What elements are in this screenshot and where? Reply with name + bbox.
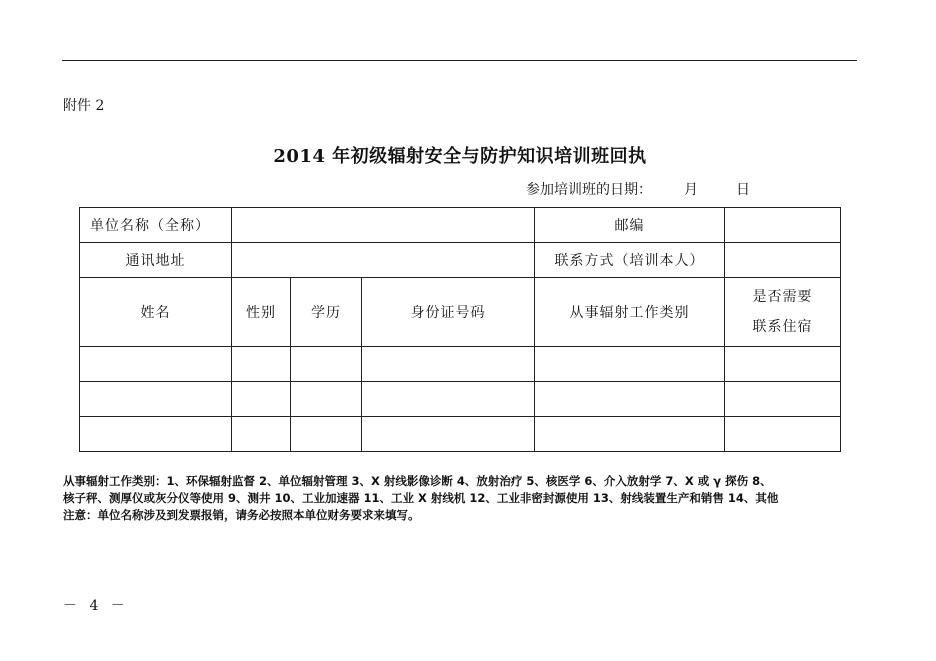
column-header-row	[80, 278, 841, 347]
header-rule	[62, 60, 857, 61]
work-category-header: 从事辐射工作类别	[535, 278, 725, 347]
id-number-header: 身份证号码	[362, 278, 535, 347]
work-category-cell[interactable]	[535, 382, 725, 417]
contact-cell[interactable]	[725, 243, 841, 278]
postcode-cell[interactable]	[725, 208, 841, 243]
id-number-cell[interactable]	[362, 347, 535, 382]
receipt-table	[79, 207, 841, 452]
name-cell[interactable]	[80, 417, 232, 452]
name-cell[interactable]	[80, 382, 232, 417]
gender-header: 性别	[232, 278, 291, 347]
lodging-header-line2: 联系住宿	[752, 319, 813, 335]
table-row	[80, 347, 841, 382]
postcode-label: 邮编	[535, 208, 725, 243]
page-number: － 4 －	[63, 598, 129, 614]
education-cell[interactable]	[291, 347, 362, 382]
id-number-cell[interactable]	[362, 417, 535, 452]
month-label: 月	[684, 182, 698, 198]
day-label: 日	[736, 182, 750, 198]
training-date-line	[526, 180, 750, 200]
education-cell[interactable]	[291, 382, 362, 417]
lodging-cell[interactable]	[725, 417, 841, 452]
education-header: 学历	[291, 278, 362, 347]
unit-name-row	[80, 208, 841, 243]
address-label: 通讯地址	[80, 243, 232, 278]
gender-cell[interactable]	[232, 347, 291, 382]
notes-section	[63, 473, 863, 524]
address-row	[80, 243, 841, 278]
name-cell[interactable]	[80, 347, 232, 382]
contact-label: 联系方式（培训本人）	[535, 243, 725, 278]
work-category-note-line2: 核子秤、测厚仪或灰分仪等使用 9、测井 10、工业加速器 11、工业 X 射线机 12、工业非密封源使用 13、射线装置生产和销售 14、其他	[63, 491, 779, 505]
table-row	[80, 417, 841, 452]
gender-cell[interactable]	[232, 417, 291, 452]
document-title: 2014 年初级辐射安全与防护知识培训班回执	[273, 146, 647, 167]
unit-name-cell[interactable]	[232, 208, 535, 243]
lodging-cell[interactable]	[725, 382, 841, 417]
lodging-cell[interactable]	[725, 347, 841, 382]
training-date-label: 参加培训班的日期：	[526, 182, 652, 198]
attachment-label: 附件 2	[63, 98, 105, 114]
lodging-header-line1: 是否需要	[752, 289, 813, 305]
address-cell[interactable]	[232, 243, 535, 278]
work-category-cell[interactable]	[535, 347, 725, 382]
education-cell[interactable]	[291, 417, 362, 452]
unit-name-label: 单位名称（全称）	[80, 208, 232, 243]
work-category-cell[interactable]	[535, 417, 725, 452]
table-row	[80, 382, 841, 417]
invoice-note: 注意：单位名称涉及到发票报销，请务必按照本单位财务要求来填写。	[63, 508, 420, 522]
gender-cell[interactable]	[232, 382, 291, 417]
name-header: 姓名	[80, 278, 232, 347]
work-category-note-line1: 从事辐射工作类别：1、环保辐射监督 2、单位辐射管理 3、X 射线影像诊断 4、放射治疗 5、核医学 6、介入放射学 7、X 或 γ 探伤 8、	[63, 474, 772, 488]
id-number-cell[interactable]	[362, 382, 535, 417]
lodging-header	[725, 278, 841, 347]
